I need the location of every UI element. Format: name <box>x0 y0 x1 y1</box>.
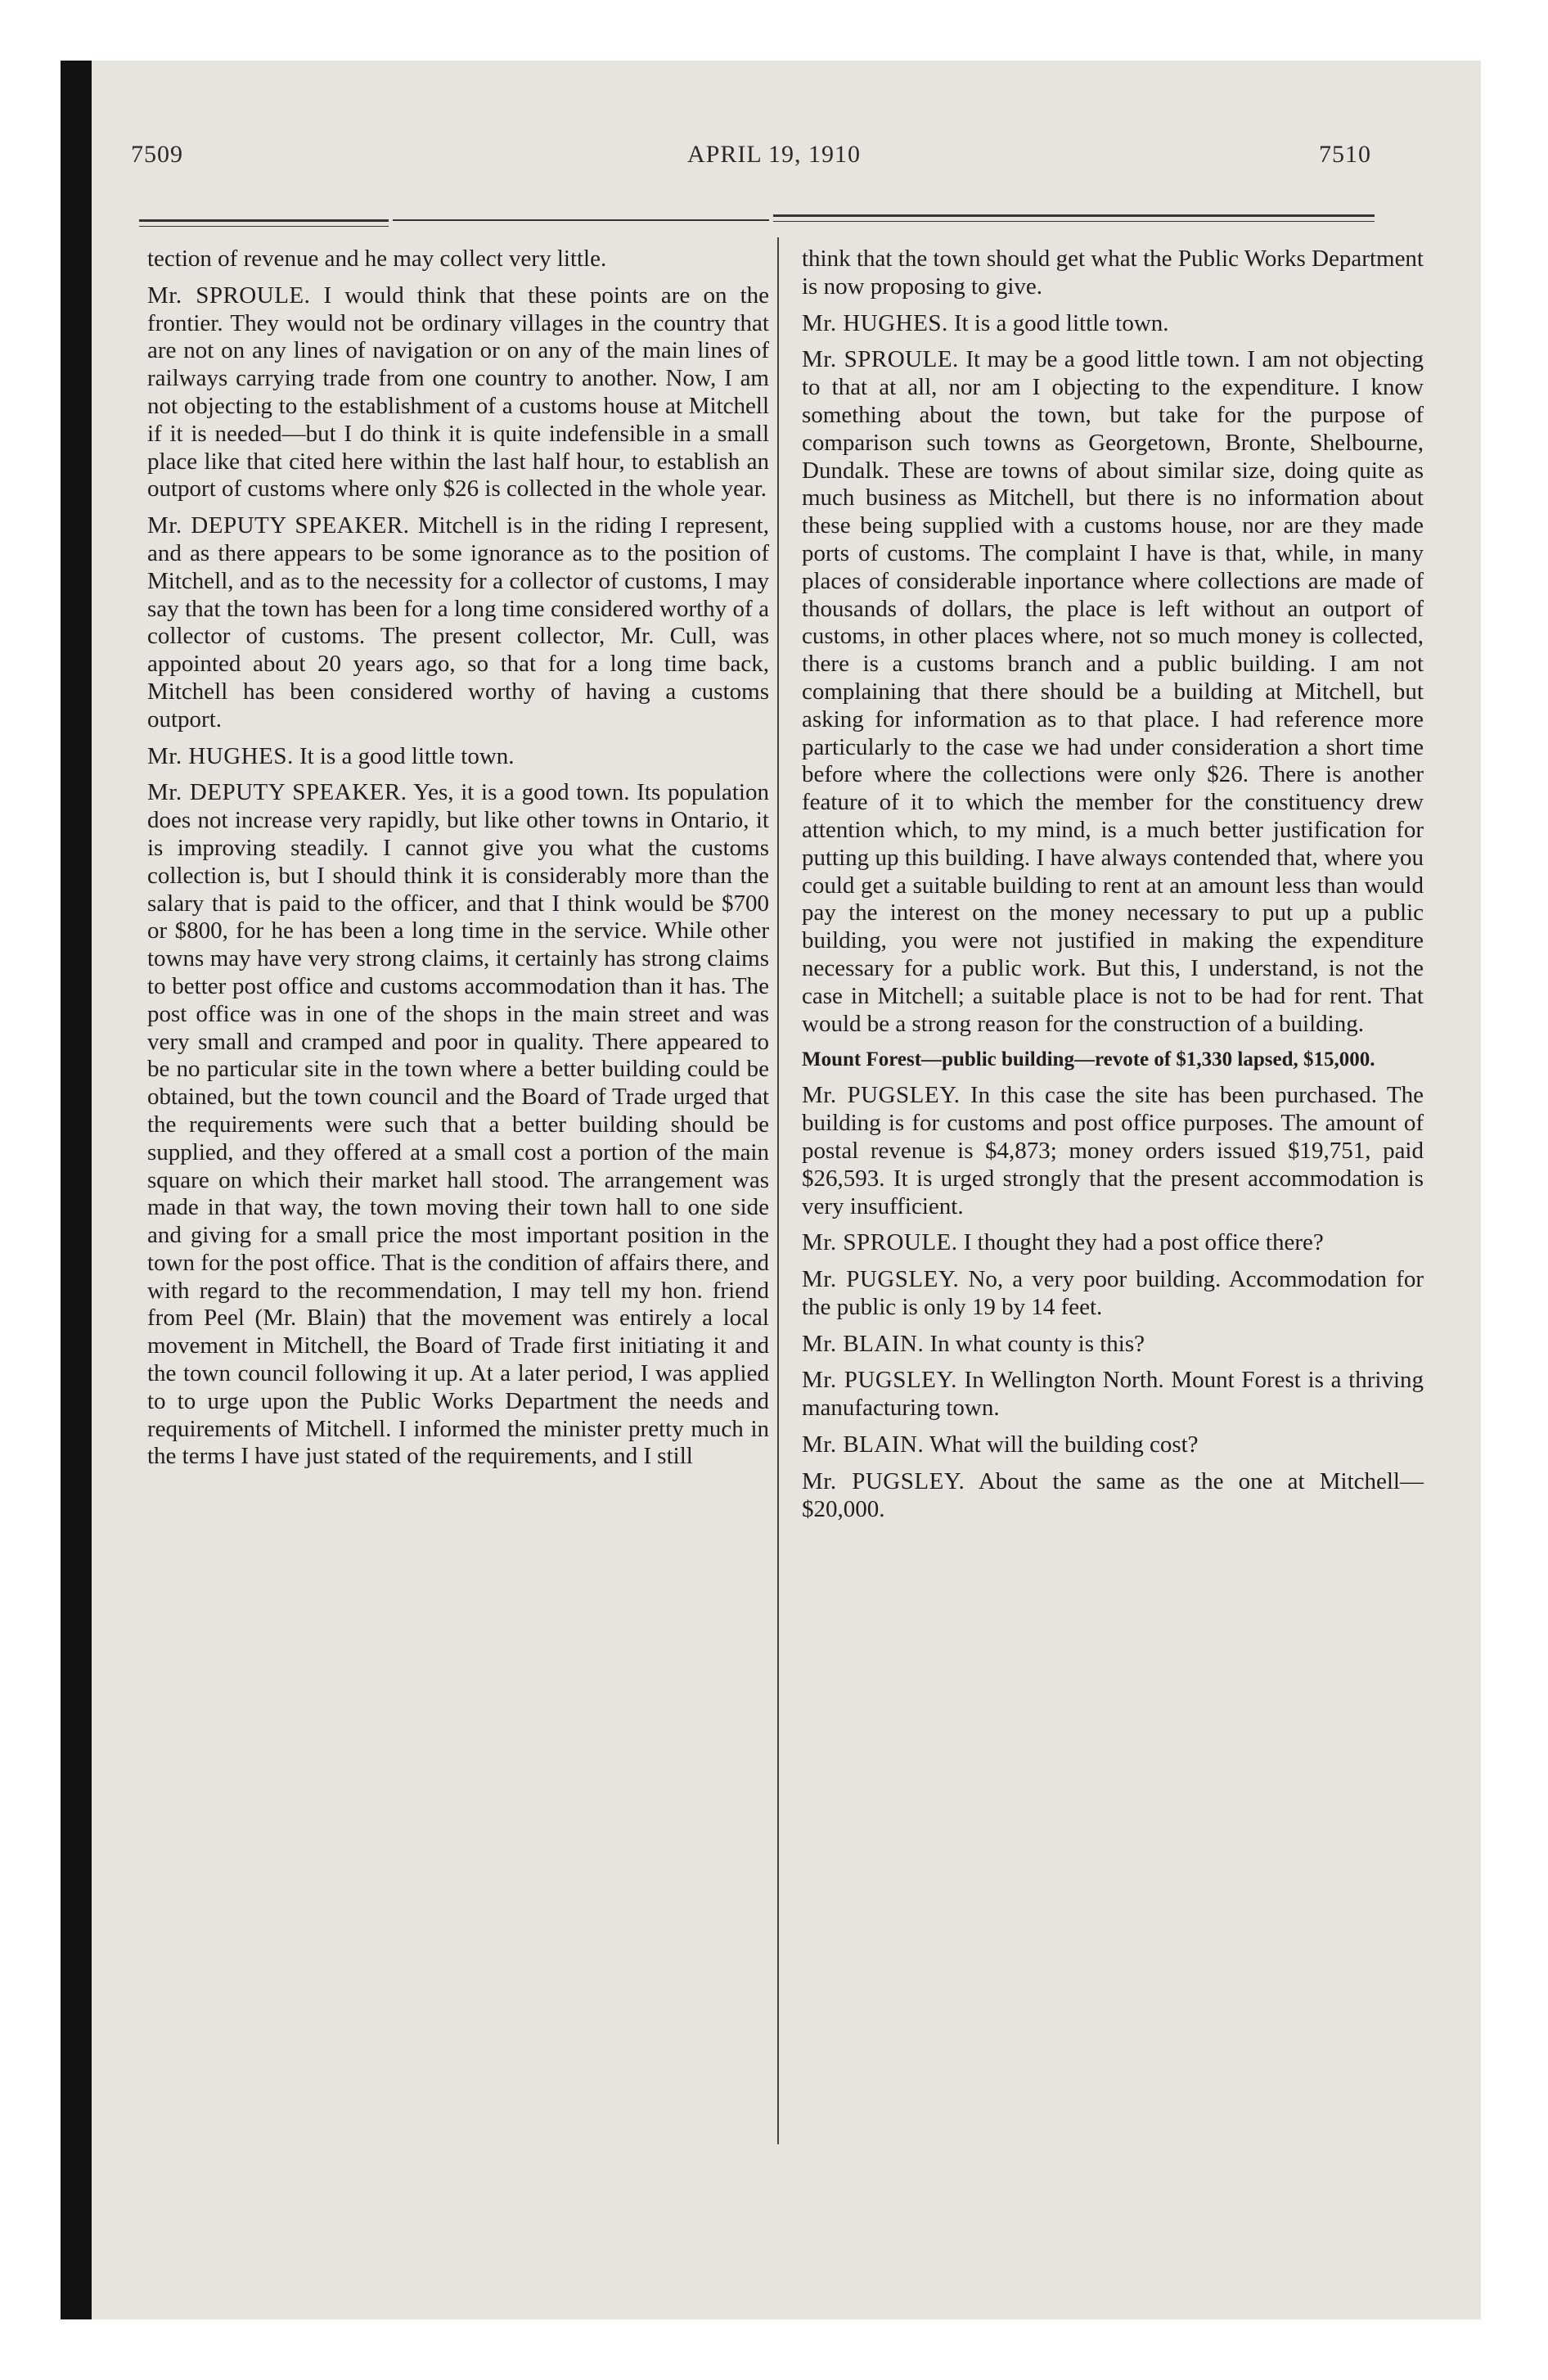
header-rule-right-thin <box>773 221 1375 222</box>
paragraph: Mr. SPROULE. I would think that these points are on the frontier. They would not be ordinary villages in the country that are not on any lines of navigation or on any of the main lines of railways carrying trade from one country to another. Now, I am not objecting to the establishment of a customs house at Mitchell if it is needed—but I do think it is quite indefensible in a small place like that cited here within the last half hour, to establish an outport of customs where only $26 is collected in the whole year. <box>147 282 769 503</box>
speaker-name: Mr. DEPUTY SPEAKER. <box>147 512 410 539</box>
page-header-date: APRIL 19, 1910 <box>686 141 862 168</box>
header-rule-right <box>773 214 1375 217</box>
speaker-name: Mr. SPROULE. <box>802 1229 958 1256</box>
paragraph: Mr. HUGHES. It is a good little town. <box>802 309 1169 336</box>
speaker-name: Mr. PUGSLEY. <box>802 1367 957 1394</box>
left-column <box>147 246 769 1480</box>
paragraph: Mr. PUGSLEY. About the same as the one at Mitchell—$20,000. <box>802 1467 1424 1522</box>
header-rule-center <box>393 219 769 221</box>
section-heading: Mount Forest—public building—revote of $1,330 lapsed, $15,000. <box>802 1048 1375 1071</box>
header-rule-left <box>139 219 389 222</box>
paragraph: Mr. PUGSLEY. No, a very poor building. Accommodation for the public is only 19 by 14 feet. <box>802 1266 1424 1320</box>
paragraph: Mr. HUGHES. It is a good little town. <box>147 742 515 769</box>
speaker-name: Mr. HUGHES. <box>802 309 948 336</box>
paragraph: tection of revenue and he may collect very little. <box>147 246 607 272</box>
speaker-name: Mr. PUGSLEY. <box>802 1467 965 1494</box>
speaker-name: Mr. BLAIN. <box>802 1431 925 1458</box>
speaker-name: Mr. HUGHES. <box>147 742 294 769</box>
paragraph: Mr. DEPUTY SPEAKER. Yes, it is a good town. Its population does not increase very rapidly, but like other towns in Ontario, it is improving steadily. I cannot give you what the customs collection is, but I should think it is considerably more than the salary that is paid to the officer, and that I think would be $700 or $800, for he has been a long time in the service. While other towns may have very strong claims, it certainly has strong claims to better post office and customs accommodation than it has. The post office was in one of the shops in the main street and was very small and cramped and poor in quality. There appeared to be no particular site in the town where a better building could be obtained, but the town council and the Board of Trade urged that the requirements were such that a better building should be supplied, and they offered at a small cost a portion of the main square on which their market hall stood. The arrangement was made in that way, the town moving their town hall to one side and giving for a small price the most important position in the town for the post office. That is the condition of affairs there, and with regard to the recommendation, I may tell my hon. friend from Peel (Mr. Blain) that the movement was entirely a local movement in Mitchell, the Board of Trade first initiating it and the town council following it up. At a later period, I was applied to to urge upon the Public Works Department the needs and requirements of Mitchell. I informed the minister pretty much in the terms I have just stated of the requirements, and I still <box>147 779 769 1470</box>
paragraph: Mr. SPROULE. It may be a good little town. I am not objecting to that at all, nor am I objecting to the expenditure. I know something about the town, but take for the purpose of comparison such towns as Georgetown, Bronte, Shelbourne, Dundalk. These are towns of about similar size, doing quite as much business as Mitchell, but there is no information about these being supplied with a customs house, nor are they made ports of customs. The complaint I have is that, while, in many places of considerable inportance where collections are made of thousands of dollars, the place is left without an outport of customs, in other places where, not so much money is collected, there is a customs branch and a public building. I am not complaining that there should be a building at Mitchell, but asking for information as to that place. I had reference more particularly to the case we had under consideration a short time before where the collections were only $26. There is another feature of it to which the member for the constituency drew attention which, to my mind, is a much better justification for putting up this building. I have always contended that, where you could get a suitable building to rent at an amount less than would pay the interest on the money necessary to put up a public building, you were not justified in making the expenditure necessary for a public work. But this, I understand, is not the case in Mitchell; a suitable place is not to be had for rent. That would be a strong reason for the construction of a building. <box>802 346 1424 1037</box>
speaker-name: Mr. PUGSLEY. <box>802 1266 960 1293</box>
column-divider <box>777 237 779 2144</box>
paragraph: think that the town should get what the Public Works Department is now proposing to give. <box>802 246 1424 300</box>
right-column <box>802 246 1424 1532</box>
paragraph: Mr. BLAIN. What will the building cost? <box>802 1431 1199 1458</box>
page-number-right: 7510 <box>1319 141 1371 168</box>
speaker-name: Mr. SPROULE. <box>802 346 959 373</box>
page-number-left: 7509 <box>131 141 183 168</box>
paragraph: Mr. PUGSLEY. In Wellington North. Mount Forest is a thriving manufacturing town. <box>802 1367 1424 1422</box>
speaker-name: Mr. DEPUTY SPEAKER. <box>147 779 407 806</box>
paragraph: Mr. BLAIN. In what county is this? <box>802 1330 1145 1357</box>
speaker-name: Mr. BLAIN. <box>802 1330 925 1357</box>
speaker-name: Mr. PUGSLEY. <box>802 1082 961 1109</box>
paragraph: Mr. SPROULE. I thought they had a post office there? <box>802 1229 1324 1256</box>
speaker-name: Mr. SPROULE. <box>147 282 311 309</box>
paragraph: Mr. DEPUTY SPEAKER. Mitchell is in the riding I represent, and as there appears to be some ignorance as to the position of Mitchell, and as to the necessity for a collector of customs, I may say that the town has been for a long time considered worthy of a collector of customs. The present collector, Mr. Cull, was appointed about 20 years ago, so that for a long time back, Mitchell has been considered worthy of having a customs outport. <box>147 512 769 732</box>
header-rule-left-thin <box>139 226 389 227</box>
paragraph: Mr. PUGSLEY. In this case the site has been purchased. The building is for customs and post office purposes. The amount of postal revenue is $4,873; money orders issued $19,751, paid $26,593. It is urged strongly that the present accommodation is very insufficient. <box>802 1082 1424 1219</box>
binding-edge <box>61 61 92 2319</box>
